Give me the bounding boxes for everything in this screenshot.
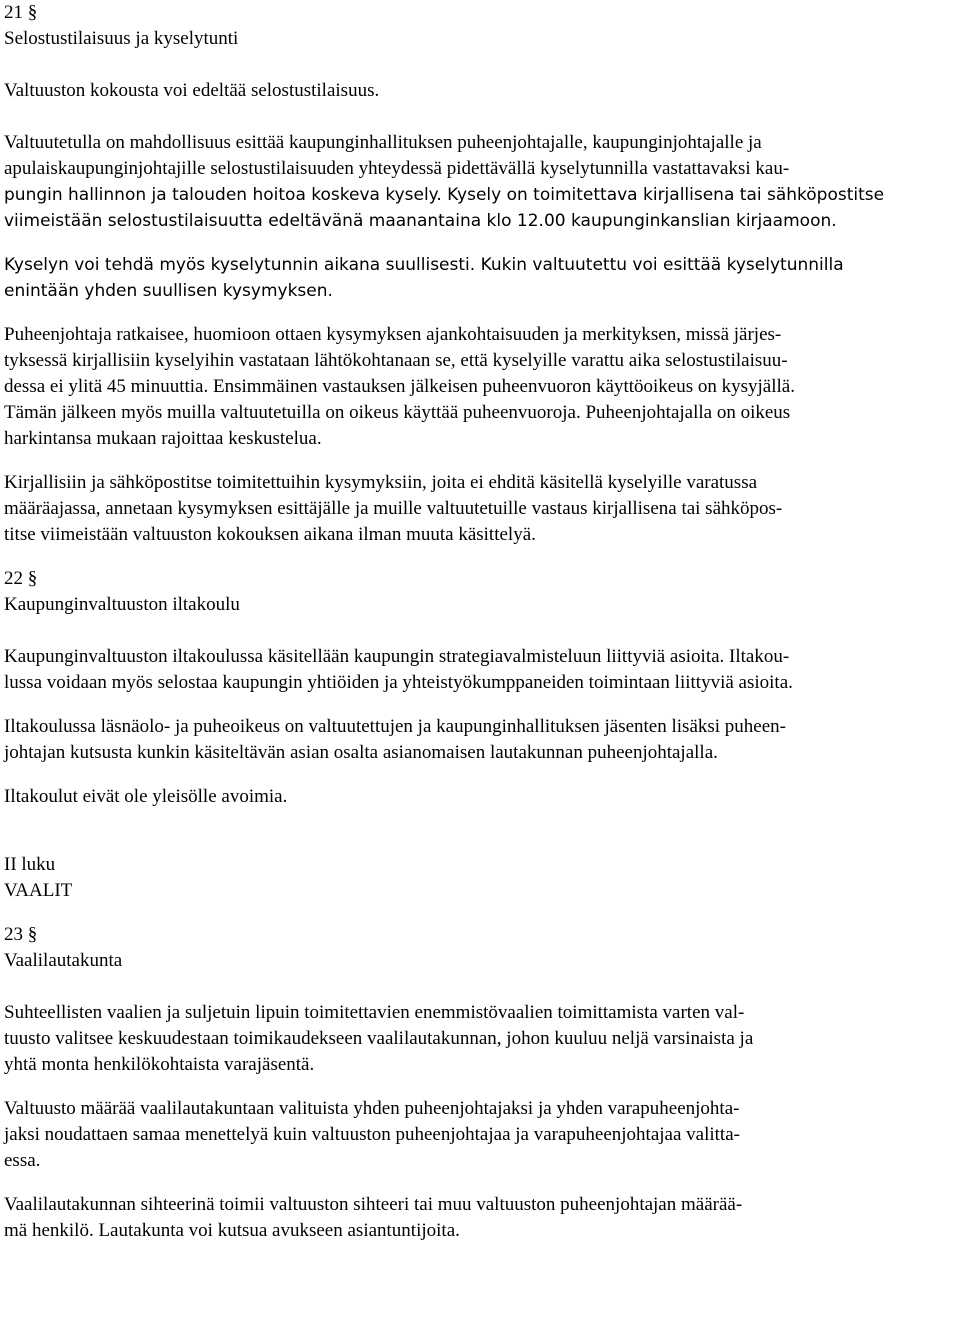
paragraph-line: Puheenjohtaja ratkaisee, huomioon ottaen kysymyksen ajankohtaisuuden ja merkityksen, missä järjes- <box>4 324 782 345</box>
section-number: 23 § <box>4 924 38 945</box>
paragraph-line: Kyselyn voi tehdä myös kyselytunnin aikana suullisesti. Kukin valtuutettu voi esittää kyselytunnilla <box>4 255 844 275</box>
paragraph-line: harkintansa mukaan rajoittaa keskustelua. <box>4 428 322 449</box>
paragraph-line: Tämän jälkeen myös muilla valtuutetuilla on oikeus käyttää puheenvuoroja. Puheenjohtajalla on oikeus <box>4 402 791 423</box>
paragraph-line: Vaalilautakunnan sihteerinä toimii valtuuston sihteeri tai muu valtuuston puheenjohtajan määrää- <box>4 1194 743 1215</box>
paragraph-line: Kirjallisiin ja sähköpostitse toimitettuihin kysymyksiin, joita ei ehditä käsitellä kyselyille varatussa <box>4 472 758 493</box>
chapter-title: VAALIT <box>4 880 73 901</box>
section-23 <box>4 922 960 1244</box>
paragraph <box>4 1192 960 1244</box>
paragraph-line: Iltakoulut eivät ole yleisölle avoimia. <box>4 786 288 807</box>
paragraph-line: lussa voidaan myös selostaa kaupungin yhtiöiden ja yhteistyökumppaneiden toimintaan liittyviä asioita. <box>4 672 793 693</box>
paragraph-line: pungin hallinnon ja talouden hoitoa koskeva kysely. Kysely on toimitettava kirjallisena tai sähköpostitse <box>4 185 885 205</box>
paragraph-line: titse viimeistään valtuuston kokouksen aikana ilman muuta käsittelyä. <box>4 524 536 545</box>
paragraph-line: apulaiskaupunginjohtajille selostustilaisuuden yhteydessä pidettävällä kyselytunnilla vastattavaksi kau- <box>4 158 790 179</box>
paragraph-line: viimeistään selostustilaisuutta edeltävänä maanantaina klo 12.00 kaupunginkanslian kirjaamoon. <box>4 211 837 231</box>
paragraph <box>4 644 960 696</box>
paragraph <box>4 714 960 766</box>
paragraph-line: Iltakoulussa läsnäolo- ja puheoikeus on valtuutettujen ja kaupunginhallituksen jäsenten lisäksi puheen- <box>4 716 786 737</box>
paragraph-line: mä henkilö. Lautakunta voi kutsua avukseen asiantuntijoita. <box>4 1220 460 1241</box>
chapter-heading <box>4 852 960 904</box>
section-title: Selostustilaisuus ja kyselytunti <box>4 28 239 49</box>
paragraph <box>4 1000 960 1078</box>
paragraph-line: dessa ei ylitä 45 minuuttia. Ensimmäinen vastauksen jälkeisen puheenvuoron käyttöoikeus on kysyjällä. <box>4 376 795 397</box>
section-21 <box>4 0 960 548</box>
section-title: Kaupunginvaltuuston iltakoulu <box>4 594 240 615</box>
paragraph-line: jaksi noudattaen samaa menettelyä kuin valtuuston puheenjohtajaa ja varapuheenjohtajaa valitta- <box>4 1124 740 1145</box>
paragraph <box>4 130 960 234</box>
paragraph-line: tyksessä kirjallisiin kyselyihin vastataan lähtökohtanaan se, että kyselyille varattu aika selostustilaisuu- <box>4 350 788 371</box>
chapter-label: II luku <box>4 854 56 875</box>
section-number: 21 § <box>4 2 38 23</box>
paragraph <box>4 322 960 452</box>
paragraph-line: tuusto valitsee keskuudestaan toimikaudekseen vaalilautakunnan, johon kuuluu neljä varsinaista ja <box>4 1028 754 1049</box>
section-title: Vaalilautakunta <box>4 950 123 971</box>
paragraph <box>4 470 960 548</box>
paragraph-line: Valtuuston kokousta voi edeltää selostustilaisuus. <box>4 80 380 101</box>
paragraph <box>4 1096 960 1174</box>
paragraph-line: Valtuusto määrää vaalilautakuntaan valituista yhden puheenjohtajaksi ja yhden varapuheenjohta- <box>4 1098 740 1119</box>
section-number: 22 § <box>4 568 38 589</box>
paragraph-line: määräajassa, annetaan kysymyksen esittäjälle ja muille valtuutetuille vastaus kirjallisena tai sähköpos- <box>4 498 783 519</box>
section-22 <box>4 566 960 810</box>
paragraph <box>4 252 960 304</box>
paragraph-line: enintään yhden suullisen kysymyksen. <box>4 281 333 301</box>
paragraph-line: essa. <box>4 1150 41 1171</box>
paragraph-line: Valtuutetulla on mahdollisuus esittää kaupunginhallituksen puheenjohtajalle, kaupunginjohtajalle ja <box>4 132 762 153</box>
paragraph-line: Suhteellisten vaalien ja suljetuin lipuin toimitettavien enemmistövaalien toimittamista varten val- <box>4 1002 745 1023</box>
paragraph-line: yhtä monta henkilökohtaista varajäsentä. <box>4 1054 315 1075</box>
paragraph-line: johtajan kutsusta kunkin käsiteltävän asian osalta asianomaisen lautakunnan puheenjohtajalla. <box>4 742 718 763</box>
paragraph-line: Kaupunginvaltuuston iltakoulussa käsitellään kaupungin strategiavalmisteluun liittyviä asioita. Iltakou- <box>4 646 790 667</box>
